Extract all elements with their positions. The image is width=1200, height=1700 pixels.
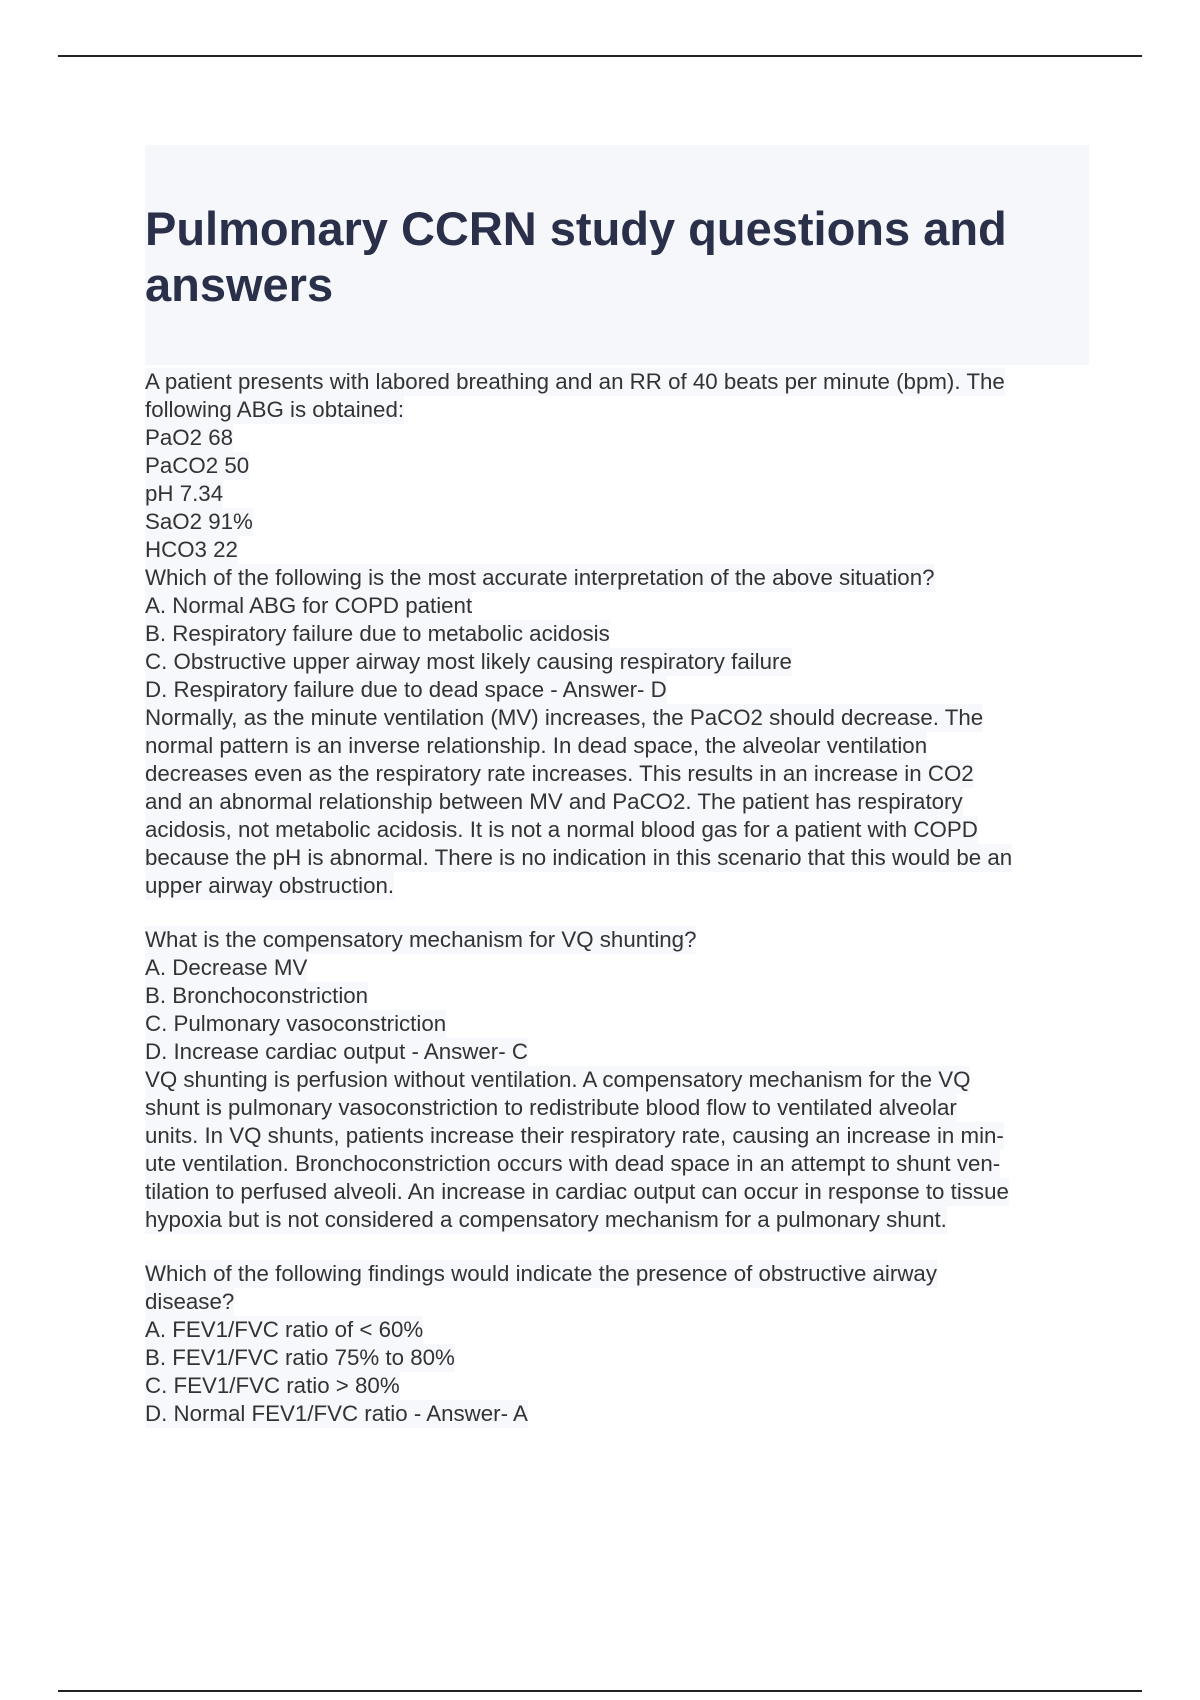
explanation-text: normal pattern is an inverse relationship. In dead space, the alveolar ventilation (145, 733, 928, 758)
explanation-text: acidosis, not metabolic acidosis. It is not a normal blood gas for a patient with COPD (145, 817, 978, 842)
answer-option: D. Normal FEV1/FVC ratio - Answer- A (145, 1401, 528, 1426)
question-block (145, 368, 1089, 900)
explanation-text: VQ shunting is perfusion without ventilation. A compensatory mechanism for the VQ (145, 1067, 971, 1092)
answer-option: B. Bronchoconstriction (145, 983, 369, 1008)
title-line: answers (145, 258, 334, 311)
explanation-text: tilation to perfused alveoli. An increase in cardiac output can occur in response to tissue (145, 1179, 1009, 1204)
explanation-text: because the pH is abnormal. There is no indication in this scenario that this would be an (145, 845, 1013, 870)
answer-option: D. Respiratory failure due to dead space - Answer- D (145, 677, 667, 702)
lab-value: PaCO2 50 (145, 453, 250, 478)
explanation-text: ute ventilation. Bronchoconstriction occurs with dead space in an attempt to shunt ven- (145, 1151, 1001, 1176)
answer-option: A. Decrease MV (145, 955, 308, 980)
lab-value: PaO2 68 (145, 425, 234, 450)
question-text: Which of the following findings would indicate the presence of obstructive airway (145, 1261, 937, 1286)
question-block (145, 1260, 1089, 1428)
question-text: What is the compensatory mechanism for VQ shunting? (145, 927, 697, 952)
header-rule (58, 55, 1142, 57)
explanation-text: decreases even as the respiratory rate increases. This results in an increase in CO2 (145, 761, 974, 786)
footer-rule (58, 1690, 1142, 1692)
lab-value: HCO3 22 (145, 537, 238, 562)
answer-option: A. Normal ABG for COPD patient (145, 593, 473, 618)
question-text: following ABG is obtained: (145, 397, 405, 422)
answer-option: D. Increase cardiac output - Answer- C (145, 1039, 528, 1064)
spacer (145, 1234, 1089, 1260)
question-text: disease? (145, 1289, 235, 1314)
document-body (145, 368, 1089, 1428)
explanation-text: shunt is pulmonary vasoconstriction to redistribute blood flow to ventilated alveolar (145, 1095, 957, 1120)
explanation-text: upper airway obstruction. (145, 873, 395, 898)
answer-option: B. Respiratory failure due to metabolic acidosis (145, 621, 610, 646)
answer-option: B. FEV1/FVC ratio 75% to 80% (145, 1345, 455, 1370)
answer-option: C. Pulmonary vasoconstriction (145, 1011, 447, 1036)
lab-value: SaO2 91% (145, 509, 253, 534)
title-block (145, 145, 1089, 365)
explanation-text: hypoxia but is not considered a compensatory mechanism for a pulmonary shunt. (145, 1207, 947, 1232)
explanation-text: Normally, as the minute ventilation (MV) increases, the PaCO2 should decrease. The (145, 705, 984, 730)
answer-option: C. FEV1/FVC ratio > 80% (145, 1373, 400, 1398)
page-title (145, 201, 1075, 313)
spacer (145, 900, 1089, 926)
answer-option: A. FEV1/FVC ratio of < 60% (145, 1317, 424, 1342)
lab-value: pH 7.34 (145, 481, 224, 506)
answer-option: C. Obstructive upper airway most likely causing respiratory failure (145, 649, 792, 674)
question-text: A patient presents with labored breathing and an RR of 40 beats per minute (bpm). The (145, 369, 1005, 394)
explanation-text: and an abnormal relationship between MV and PaCO2. The patient has respiratory (145, 789, 963, 814)
explanation-text: units. In VQ shunts, patients increase their respiratory rate, causing an increase in min- (145, 1123, 1004, 1148)
question-block (145, 926, 1089, 1234)
question-text: Which of the following is the most accurate interpretation of the above situation? (145, 565, 935, 590)
title-line: Pulmonary CCRN study questions and (145, 202, 1007, 255)
